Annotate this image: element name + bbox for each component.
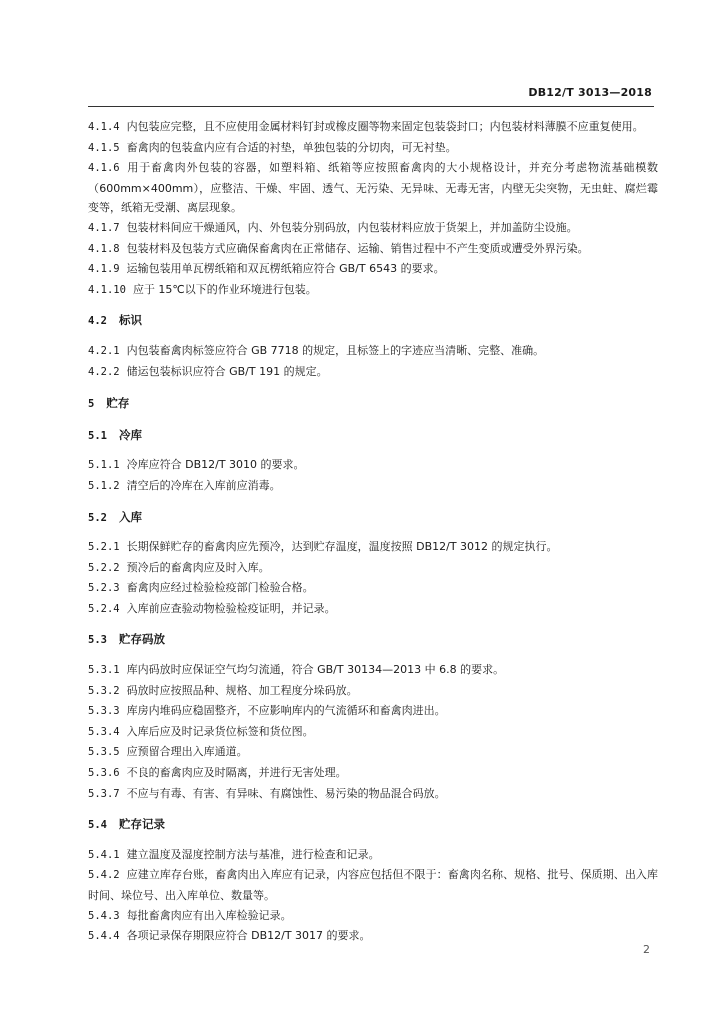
clause-paragraph xyxy=(88,455,658,476)
clause-text: 入库 xyxy=(118,509,142,524)
clause-paragraph xyxy=(88,537,658,558)
clause-text: 应预留合理出入库通道。 xyxy=(126,745,248,759)
clause-text: 贮存记录 xyxy=(118,817,165,832)
clause-text: 标识 xyxy=(118,313,142,328)
clause-number: 5.2.2 xyxy=(88,561,120,574)
clause-number: 5.4 xyxy=(88,819,107,832)
clause-paragraph xyxy=(88,784,658,805)
clause-number: 4.2.1 xyxy=(88,344,120,357)
clause-paragraph xyxy=(88,218,658,239)
clause-number: 5.1.2 xyxy=(88,479,120,492)
clause-text: 不良的畜禽肉应及时隔离，并进行无害处理。 xyxy=(126,766,347,780)
clause-text: 包装材料间应干燥通风，内、外包装分别码放，内包装材料应放于货架上，并加盖防尘设施。 xyxy=(126,220,578,234)
clause-paragraph xyxy=(88,865,658,905)
clause-number: 5.1 xyxy=(88,429,107,442)
clause-text: 建立温度及湿度控制方法与基准，进行检查和记录。 xyxy=(126,847,380,861)
clause-text: 冷库 xyxy=(118,427,142,442)
clause-paragraph xyxy=(88,681,658,702)
clause-number: 5.3.2 xyxy=(88,684,120,697)
subsection-heading xyxy=(88,630,658,651)
clause-paragraph xyxy=(88,158,658,218)
document-body xyxy=(88,117,658,947)
clause-paragraph xyxy=(88,558,658,579)
clause-text: 运输包装用单瓦楞纸箱和双瓦楞纸箱应符合 GB/T 6543 的要求。 xyxy=(126,262,445,276)
clause-text: 贮存码放 xyxy=(118,632,165,647)
document-code-header: DB12/T 3013—2018 xyxy=(528,86,652,99)
clause-number: 5.4.1 xyxy=(88,848,120,861)
clause-number: 5.3 xyxy=(88,634,107,647)
clause-paragraph xyxy=(88,578,658,599)
clause-number: 5.4.4 xyxy=(88,930,120,943)
clause-number: 5.1.1 xyxy=(88,459,120,472)
clause-number: 5.3.7 xyxy=(88,787,120,800)
clause-number: 4.1.8 xyxy=(88,242,120,255)
clause-text: 储运包装标识应符合 GB/T 191 的规定。 xyxy=(126,364,328,378)
clause-paragraph xyxy=(88,341,658,362)
clause-number: 4.1.10 xyxy=(88,283,126,296)
clause-paragraph xyxy=(88,599,658,620)
clause-text: 长期保鲜贮存的畜禽肉应先预冷，达到贮存温度，温度按照 DB12/T 3012 的规定执行。 xyxy=(126,540,558,554)
clause-text: 库内码放时应保证空气均匀流通，符合 GB/T 30134—2013 中 6.8 的要求。 xyxy=(126,663,505,677)
clause-text: 畜禽肉应经过检验检疫部门检验合格。 xyxy=(126,581,314,595)
clause-number: 5.3.6 xyxy=(88,767,120,780)
clause-number: 4.2 xyxy=(88,315,107,328)
clause-number: 4.2.2 xyxy=(88,365,120,378)
clause-text: 码放时应按照品种、规格、加工程度分垛码放。 xyxy=(126,683,358,697)
clause-number: 4.1.6 xyxy=(88,162,120,175)
clause-text: 内包装应完整，且不应使用金属材料钉封或橡皮圈等物来固定包装袋封口；内包装材料薄膜不应重复使用。 xyxy=(126,120,644,133)
clause-number: 4.1.7 xyxy=(88,221,120,234)
clause-paragraph xyxy=(88,280,658,301)
clause-text: 每批畜禽肉应有出入库检验记录。 xyxy=(126,908,292,922)
clause-text: 内包装畜禽肉标签应符合 GB 7718 的规定，且标签上的字迹应当清晰、完整、准确。 xyxy=(126,343,545,357)
clause-number: 5.3.4 xyxy=(88,725,120,738)
subsection-heading xyxy=(88,311,658,332)
clause-text: 入库前应查验动物检验检疫证明，并记录。 xyxy=(126,601,336,615)
clause-number: 4.1.5 xyxy=(88,141,120,154)
clause-text: 入库后应及时记录货位标签和货位图。 xyxy=(126,724,314,738)
clause-paragraph xyxy=(88,701,658,722)
clause-paragraph xyxy=(88,845,658,866)
clause-number: 5 xyxy=(88,398,95,411)
subsection-heading xyxy=(88,815,658,836)
clause-paragraph xyxy=(88,742,658,763)
clause-number: 5.3.5 xyxy=(88,746,120,759)
clause-paragraph xyxy=(88,117,658,138)
clause-text: 用于畜禽肉外包装的容器，如塑料箱、纸箱等应按照畜禽肉的大小规格设计，并充分考虑物流基础模数（600mm×400mm），应整洁、干燥、牢固、透气、无污染、无异味、无毒无害，内壁无尖突物，无虫蛀、腐烂霉变等，纸箱无受潮、离层现象。 xyxy=(88,161,658,215)
clause-text: 各项记录保存期限应符合 DB12/T 3017 的要求。 xyxy=(126,929,371,943)
clause-text: 包装材料及包装方式应确保畜禽肉在正常储存、运输、销售过程中不产生变质或遭受外界污染。 xyxy=(126,241,589,255)
clause-number: 4.1.9 xyxy=(88,263,120,276)
clause-text: 应于 15℃以下的作业环境进行包装。 xyxy=(132,282,317,296)
clause-paragraph xyxy=(88,926,658,947)
subsection-heading xyxy=(88,426,658,447)
clause-paragraph xyxy=(88,259,658,280)
clause-number: 5.4.2 xyxy=(88,869,120,882)
clause-paragraph xyxy=(88,763,658,784)
clause-number: 5.3.3 xyxy=(88,705,120,718)
clause-text: 清空后的冷库在入库前应消毒。 xyxy=(126,478,281,492)
page-number: 2 xyxy=(643,943,650,956)
clause-paragraph xyxy=(88,138,658,159)
clause-number: 4.1.4 xyxy=(88,121,120,133)
clause-number: 5.2.4 xyxy=(88,602,120,615)
header-rule xyxy=(88,106,654,107)
clause-text: 冷库应符合 DB12/T 3010 的要求。 xyxy=(126,458,305,472)
clause-number: 5.2.1 xyxy=(88,541,120,554)
clause-paragraph xyxy=(88,239,658,260)
clause-text: 不应与有毒、有害、有异味、有腐蚀性、易污染的物品混合码放。 xyxy=(126,786,446,800)
clause-paragraph xyxy=(88,722,658,743)
subsection-heading xyxy=(88,508,658,529)
clause-paragraph xyxy=(88,362,658,383)
clause-paragraph xyxy=(88,476,658,497)
clause-number: 5.2 xyxy=(88,511,107,524)
clause-paragraph xyxy=(88,660,658,681)
clause-text: 预冷后的畜禽肉应及时入库。 xyxy=(126,560,270,574)
clause-number: 5.2.3 xyxy=(88,582,120,595)
clause-number: 5.3.1 xyxy=(88,664,120,677)
clause-text: 畜禽肉的包装盒内应有合适的衬垫，单独包装的分切肉，可无衬垫。 xyxy=(126,140,457,154)
clause-paragraph xyxy=(88,906,658,927)
clause-text: 应建立库存台账，畜禽肉出入库应有记录，内容应包括但不限于：畜禽肉名称、规格、批号、保质期、出入库时间、垛位号、出入库单位、数量等。 xyxy=(88,868,658,902)
section-heading xyxy=(88,394,658,415)
clause-text: 库房内堆码应稳固整齐，不应影响库内的气流循环和畜禽肉进出。 xyxy=(126,704,446,718)
clause-text: 贮存 xyxy=(106,396,130,411)
clause-number: 5.4.3 xyxy=(88,909,120,922)
